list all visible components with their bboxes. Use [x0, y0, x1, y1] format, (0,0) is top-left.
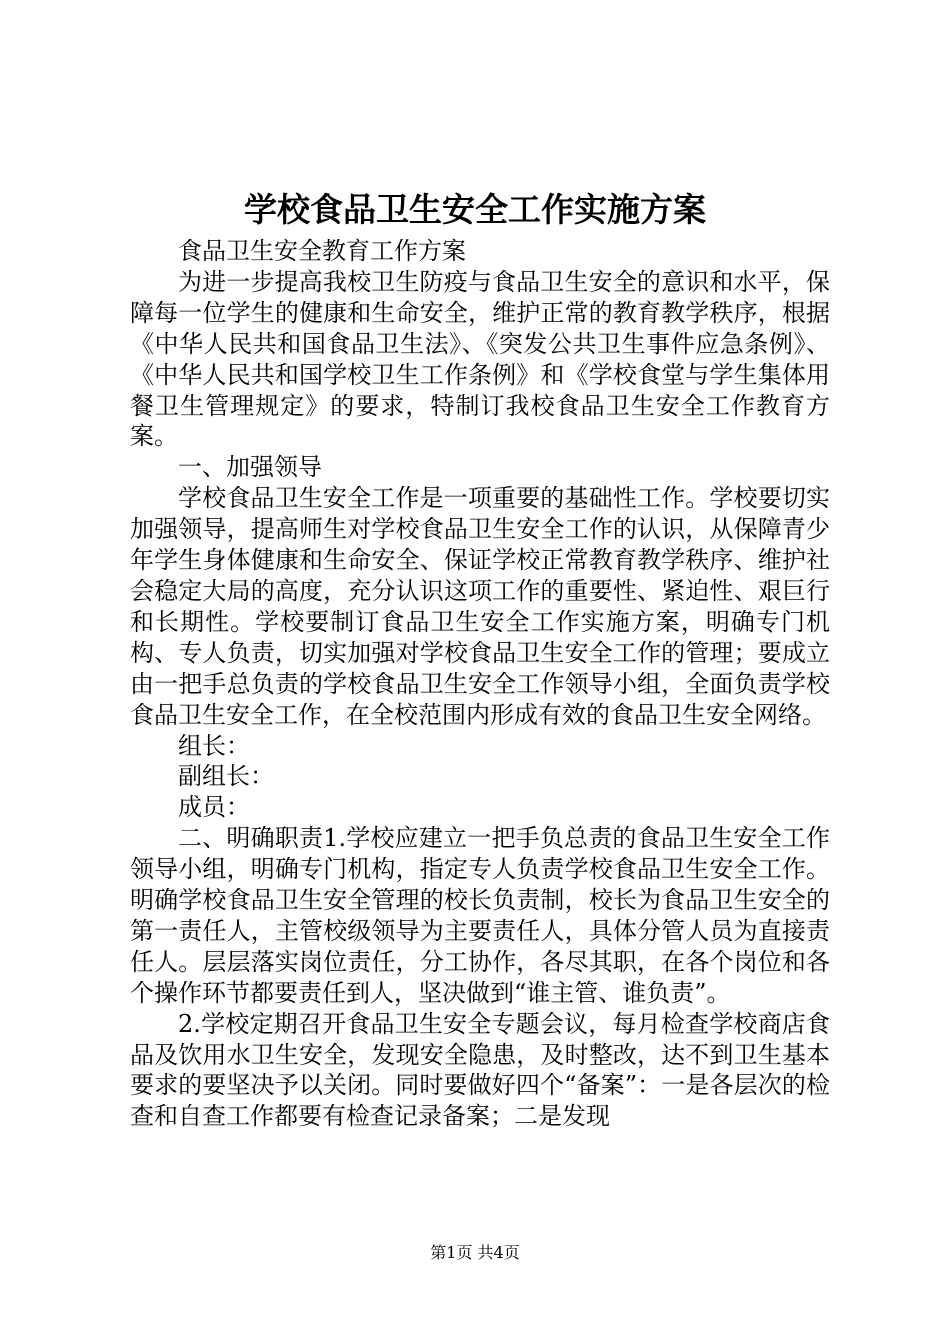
paragraph-responsibilities: 二、明确职责1.学校应建立一把手负总责的食品卫生安全工作领导小组，明确专门机构，指定专人负责学校食品卫生安全工作。明确学校食品卫生安全管理的校长负责制，校长为食品卫生安全的第一责任人，主管校级领导为主要责任人，具体分管人员为直接责任人。层层落实岗位责任，分工协作，各尽其职，在各个岗位和各个操作环节都要责任到人，坚决做到“谁主管、谁负责”。 — [130, 824, 830, 1007]
document-title: 学校食品卫生安全工作实施方案 — [244, 190, 706, 229]
paragraph-subtitle: 食品卫生安全教育工作方案 — [178, 237, 466, 265]
section-heading-leadership: 一、加强领导 — [178, 453, 322, 482]
paragraph-meetings: 2.学校定期召开食品卫生安全专题会议，每月检查学校商店食品及饮用水卫生安全，发现安全隐患，及时整改，达不到卫生基本要求的要坚决予以关闭。同时要做好四个“备案”：一是各层次的检查和自查工作都要有检查记录备案；二是发现 — [130, 1009, 830, 1131]
field-members: 成员： — [178, 793, 250, 822]
document-body — [130, 236, 830, 1132]
field-deputy-leader: 副组长： — [178, 762, 274, 791]
page-number: 第1页 共4页 — [430, 1243, 520, 1262]
paragraph-leadership: 学校食品卫生安全工作是一项重要的基础性工作。学校要切实加强领导，提高师生对学校食品卫生安全工作的认识，从保障青少年学生身体健康和生命安全、保证学校正常教育教学秩序、维护社会稳定大局的高度，充分认识这项工作的重要性、紧迫性、艰巨行和长期性。学校要制订食品卫生安全工作实施方案，明确专门机构、专人负责，切实加强对学校食品卫生安全工作的管理；要成立由一把手总负责的学校食品卫生安全工作领导小组，全面负责学校食品卫生安全工作，在全校范围内形成有效的食品卫生安全网络。 — [130, 484, 830, 729]
field-group-leader: 组长： — [178, 731, 250, 760]
paragraph-intro: 为进一步提高我校卫生防疫与食品卫生安全的意识和水平，保障每一位学生的健康和生命安全，维护正常的教育教学秩序，根据《中华人民共和国食品卫生法》、《突发公共卫生事件应急条例》、《中华人民共和国学校卫生工作条例》和《学校食堂与学生集体用餐卫生管理规定》的要求，特制订我校食品卫生安全工作教育方案。 — [130, 267, 830, 451]
